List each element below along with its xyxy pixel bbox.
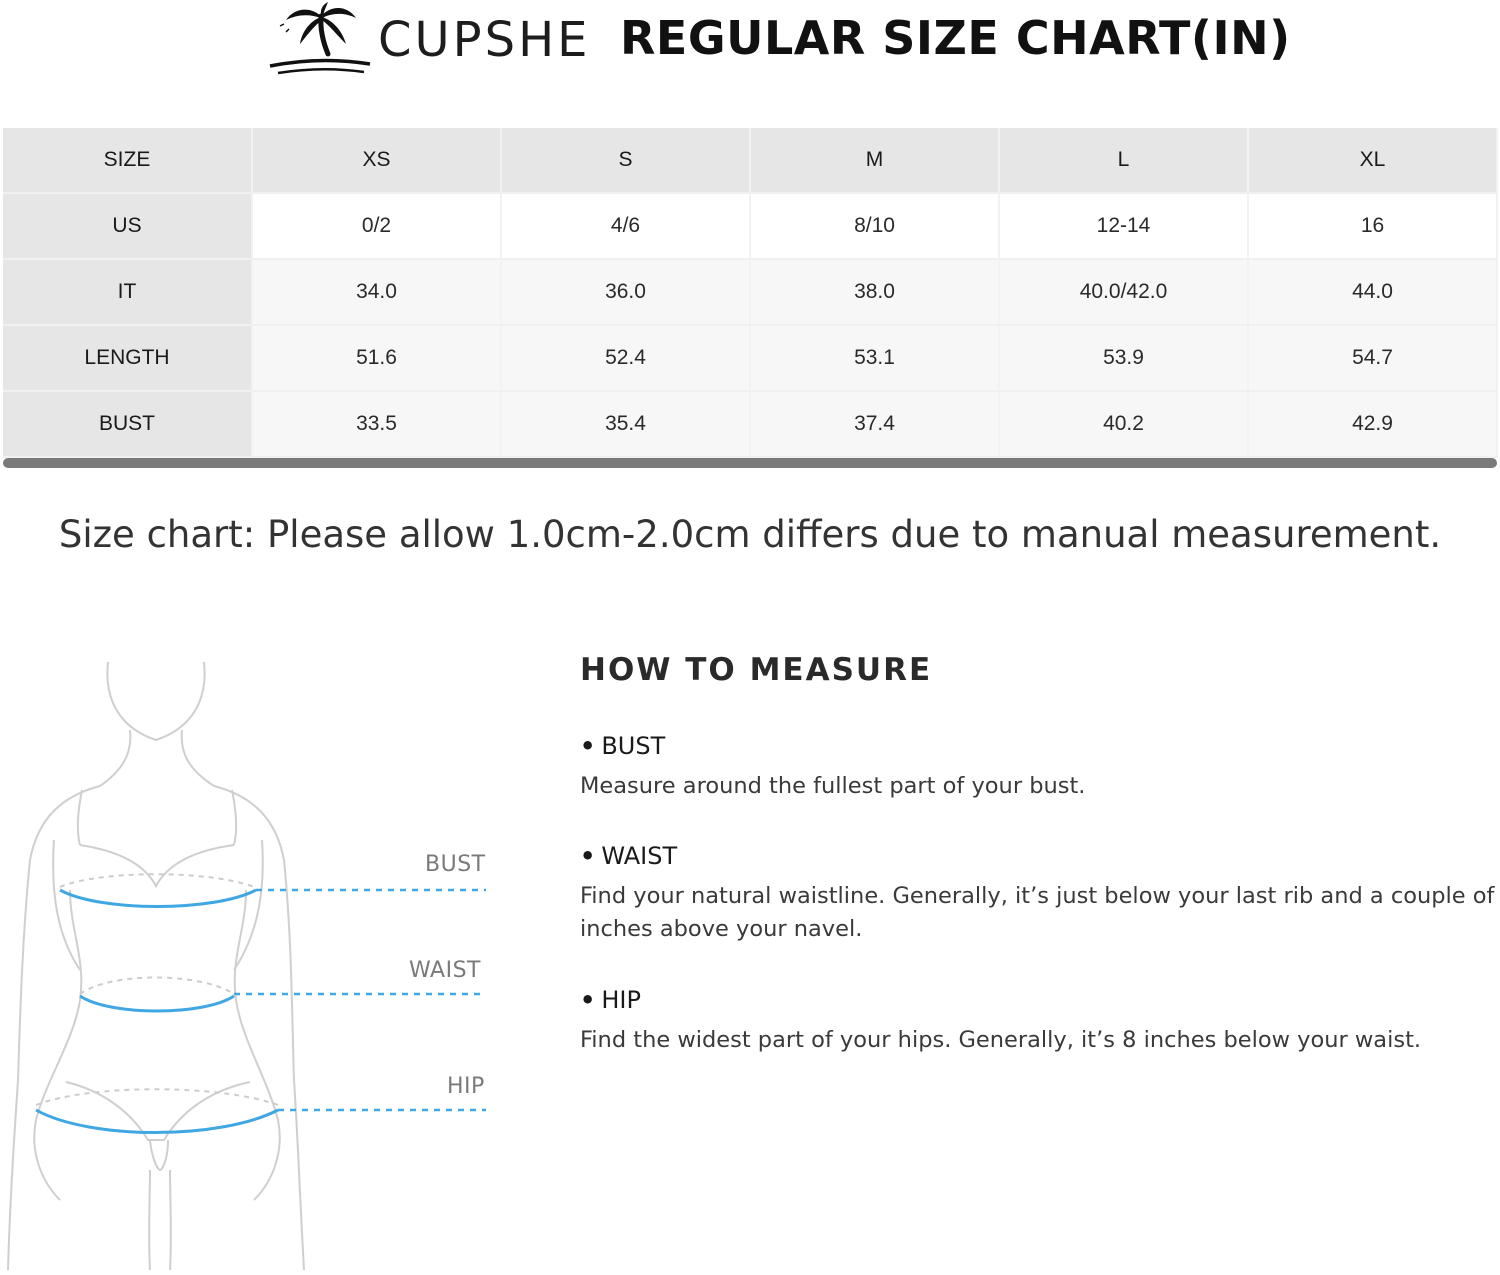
measure-item-title — [580, 984, 1495, 1016]
bullet-icon: • — [580, 732, 596, 760]
measure-item-desc: Find your natural waistline. Generally, it’s just below your last rib and a couple of inches above your navel. — [580, 883, 1495, 942]
row-header: IT — [3, 259, 252, 325]
row-header: LENGTH — [3, 325, 252, 391]
table-row — [3, 193, 1497, 259]
table-cell: 53.9 — [999, 325, 1248, 391]
page-title: REGULAR SIZE CHART(IN) — [620, 11, 1291, 65]
bullet-icon: • — [580, 842, 596, 870]
table-cell: 40.2 — [999, 391, 1248, 457]
hip-label: HIP — [447, 1074, 485, 1099]
table-cell: 34.0 — [252, 259, 501, 325]
table-cell: 42.9 — [1248, 391, 1497, 457]
measure-item-desc: Measure around the fullest part of your bust. — [580, 773, 1086, 799]
measure-title-text: BUST — [601, 732, 666, 760]
body-measurement-figure — [0, 640, 520, 1270]
row-header: US — [3, 193, 252, 259]
table-cell: 36.0 — [501, 259, 750, 325]
body-outline-icon — [0, 640, 520, 1270]
measure-title-text: WAIST — [601, 842, 678, 870]
table-cell: 54.7 — [1248, 325, 1497, 391]
bust-label: BUST — [425, 852, 486, 877]
table-row — [3, 325, 1497, 391]
table-cell: 40.0/42.0 — [999, 259, 1248, 325]
table-cell: 33.5 — [252, 391, 501, 457]
measure-item-desc: Find the widest part of your hips. Generally, it’s 8 inches below your waist. — [580, 1027, 1422, 1053]
how-to-measure-section — [580, 646, 1495, 1053]
measure-item-waist — [580, 840, 1495, 946]
table-cell: 38.0 — [750, 259, 999, 325]
table-cell: 52.4 — [501, 325, 750, 391]
measure-title-text: HIP — [601, 986, 641, 1014]
column-header: L — [999, 128, 1248, 193]
measure-item-title — [580, 840, 1495, 872]
column-header: M — [750, 128, 999, 193]
table-cell: 16 — [1248, 193, 1497, 259]
waist-label: WAIST — [409, 958, 481, 983]
measurement-note: Size chart: Please allow 1.0cm-2.0cm differs due to manual measurement. — [58, 513, 1442, 556]
table-row — [3, 259, 1497, 325]
table-cell: 44.0 — [1248, 259, 1497, 325]
column-header: XL — [1248, 128, 1497, 193]
table-cell: 12-14 — [999, 193, 1248, 259]
table-cell: 53.1 — [750, 325, 999, 391]
table-cell: 0/2 — [252, 193, 501, 259]
measure-item-bust — [580, 730, 1495, 803]
palm-tree-logo-icon — [266, 2, 374, 78]
table-divider-bar — [3, 458, 1497, 468]
bullet-icon: • — [580, 986, 596, 1014]
table-header-row — [3, 128, 1497, 193]
column-header: S — [501, 128, 750, 193]
header — [0, 0, 1500, 90]
table-row — [3, 391, 1497, 457]
size-table — [3, 128, 1498, 458]
column-header: XS — [252, 128, 501, 193]
table-cell: 51.6 — [252, 325, 501, 391]
table-cell: 37.4 — [750, 391, 999, 457]
measure-heading: HOW TO MEASURE — [580, 652, 933, 688]
table-cell: 4/6 — [501, 193, 750, 259]
table-cell: 8/10 — [750, 193, 999, 259]
measure-item-title — [580, 730, 1495, 762]
column-header: SIZE — [3, 128, 252, 193]
measure-item-hip — [580, 984, 1495, 1057]
table-cell: 35.4 — [501, 391, 750, 457]
brand-name: CUPSHE — [378, 12, 591, 68]
row-header: BUST — [3, 391, 252, 457]
